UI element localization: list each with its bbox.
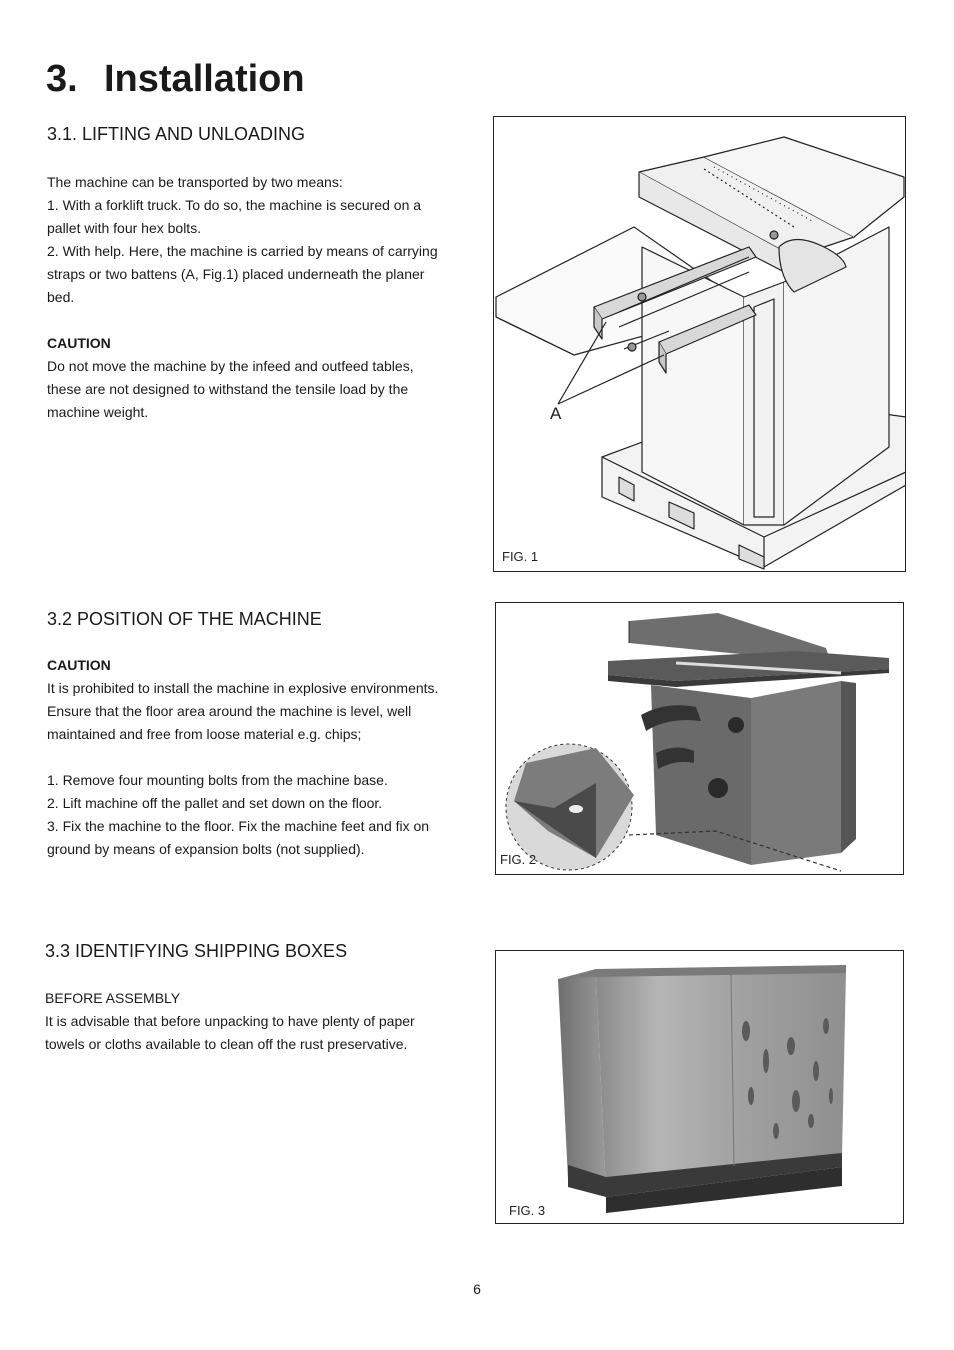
lifting-line: 1. With a forklift truck. To do so, the machine is secured on a <box>47 197 422 213</box>
caution-line: Ensure that the floor area around the machine is level, well <box>47 703 412 719</box>
figure-1-callout-a: A <box>550 404 562 423</box>
boxes-line: towels or cloths available to clean off the rust preservative. <box>45 1036 408 1052</box>
caution-line: these are not designed to withstand the tensile load by the <box>47 381 409 397</box>
page-number: 6 <box>473 1281 481 1297</box>
page-title-number: 3. <box>46 58 78 100</box>
spacer <box>47 309 467 332</box>
page-title-text: Installation <box>104 58 305 100</box>
step-line: ground by means of expansion bolts (not supplied). <box>47 841 365 857</box>
figure-1 <box>493 116 906 572</box>
caution-label: CAUTION <box>47 335 111 351</box>
caution-line: maintained and free from loose material e.g. chips; <box>47 726 362 742</box>
boxes-body <box>45 987 465 1056</box>
planer-on-pallet-illustration <box>494 117 905 571</box>
lifting-line: The machine can be transported by two means: <box>47 174 343 190</box>
lifting-line: pallet with four hex bolts. <box>47 220 202 236</box>
position-body <box>47 654 467 861</box>
lifting-line: 2. With help. Here, the machine is carried by means of carrying <box>47 243 438 259</box>
step-line: 3. Fix the machine to the floor. Fix the machine feet and fix on <box>47 818 430 834</box>
figure-2 <box>495 602 904 875</box>
caution-line: machine weight. <box>47 404 149 420</box>
figure-1-caption: FIG. 1 <box>502 549 539 564</box>
figure-2-caption: FIG. 2 <box>500 852 537 867</box>
page-title <box>46 58 305 101</box>
section-heading-position: 3.2 POSITION OF THE MACHINE <box>47 609 322 629</box>
spacer <box>47 746 467 769</box>
step-line: 1. Remove four mounting bolts from the machine base. <box>47 772 388 788</box>
shipping-box-photo <box>496 951 903 1223</box>
caution-label: CAUTION <box>47 657 111 673</box>
figure-3 <box>495 950 904 1224</box>
lifting-line: bed. <box>47 289 75 305</box>
figure-3-caption: FIG. 3 <box>509 1203 546 1218</box>
step-line: 2. Lift machine off the pallet and set down on the floor. <box>47 795 383 811</box>
caution-line: It is prohibited to install the machine in explosive environments. <box>47 680 439 696</box>
machine-floor-mount-photo <box>496 603 903 874</box>
boxes-subheading: BEFORE ASSEMBLY <box>45 990 181 1006</box>
section-heading-boxes: 3.3 IDENTIFYING SHIPPING BOXES <box>45 941 348 961</box>
caution-line: Do not move the machine by the infeed and outfeed tables, <box>47 358 414 374</box>
section-heading-lifting: 3.1. LIFTING AND UNLOADING <box>47 124 306 144</box>
lifting-body <box>47 171 467 424</box>
lifting-line: straps or two battens (A, Fig.1) placed underneath the planer <box>47 266 425 282</box>
boxes-line: It is advisable that before unpacking to have plenty of paper <box>45 1013 415 1029</box>
